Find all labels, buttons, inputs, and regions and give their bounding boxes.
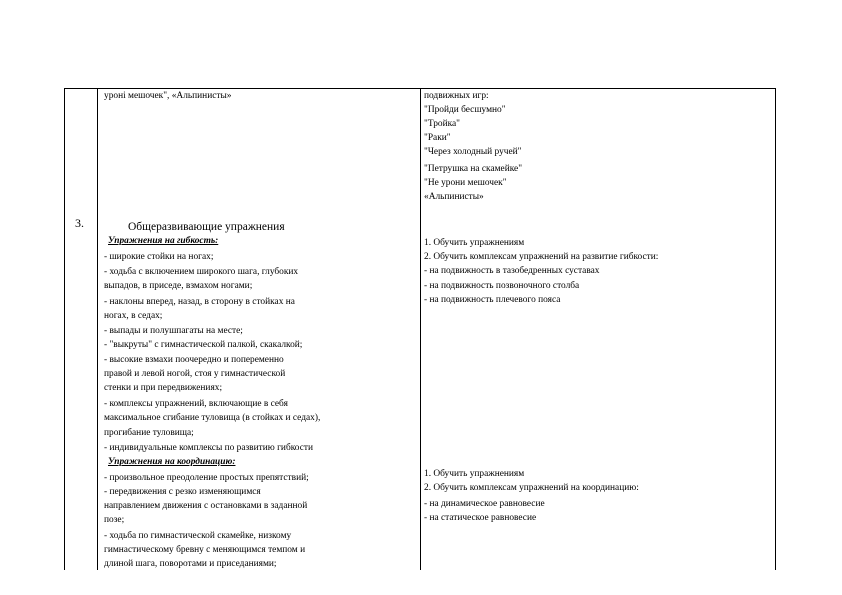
flexibility-line: максимальное сгибание туловища (в стойках и седах), bbox=[104, 413, 321, 423]
games-line: «Альпинисты» bbox=[424, 192, 484, 202]
row-number: 3. bbox=[75, 216, 84, 230]
coordination-line: - ходьба по гимнастической скамейке, низкому bbox=[104, 531, 292, 541]
flexibility-line: - высокие взмахи поочередно и попеременно bbox=[104, 355, 284, 365]
column-divider-1 bbox=[97, 88, 98, 570]
games-line: "Пройди бесшумно" bbox=[424, 105, 506, 115]
flexibility-line: - выпады и полушпагаты на месте; bbox=[104, 326, 243, 336]
games-line: "Через холодный ручей" bbox=[424, 147, 522, 157]
flexibility-goal-line: - на подвижность в тазобедренных суставах bbox=[424, 266, 600, 276]
flexibility-line: выпадов, в приседе, взмахом ногами; bbox=[104, 281, 253, 291]
coordination-line: длиной шага, поворотами и приседаниями; bbox=[104, 559, 277, 569]
coordination-goal-line: 2. Обучить комплексам упражнений на координацию: bbox=[424, 483, 639, 493]
coordination-line: - произвольное преодоление простых препятствий; bbox=[104, 473, 309, 483]
coordination-line: гимнастическому бревну с меняющимся темпом и bbox=[104, 545, 306, 555]
flexibility-line: прогибание туловища; bbox=[104, 428, 194, 438]
flexibility-line: правой и левой ногой, стоя у гимнастической bbox=[104, 369, 286, 379]
coordination-goal-line: 1. Обучить упражнениям bbox=[424, 469, 525, 479]
flexibility-line: - широкие стойки на ногах; bbox=[104, 252, 214, 262]
column-divider-2 bbox=[420, 88, 421, 570]
flexibility-line: ногах, в седах; bbox=[104, 311, 163, 321]
table-left-border bbox=[64, 88, 65, 570]
games-line: "Не урони мешочек" bbox=[424, 178, 507, 188]
flexibility-line: - комплексы упражнений, включающие в себя bbox=[104, 399, 288, 409]
flexibility-line: - ходьба с включением широкого шага, глубоких bbox=[104, 267, 299, 277]
flexibility-line: - индивидуальные комплексы по развитию гибкости bbox=[104, 443, 313, 453]
games-line: "Петрушка на скамейке" bbox=[424, 164, 523, 174]
table-right-border bbox=[775, 88, 776, 570]
flexibility-goal-line: 2. Обучить комплексам упражнений на развитие гибкости: bbox=[424, 252, 659, 262]
coordination-goal-line: - на динамическое равновесие bbox=[424, 499, 545, 509]
flexibility-subtitle: Упражнения на гибкость: bbox=[108, 236, 219, 246]
coordination-goal-line: - на статическое равновесие bbox=[424, 513, 537, 523]
flexibility-goal-line: - на подвижность плечевого пояса bbox=[424, 295, 561, 305]
coordination-subtitle: Упражнения на координацию: bbox=[108, 457, 236, 467]
flexibility-line: - наклоны вперед, назад, в сторону в стойках на bbox=[104, 297, 295, 307]
flexibility-goal-line: 1. Обучить упражнениям bbox=[424, 238, 525, 248]
games-line: "Раки" bbox=[424, 133, 451, 143]
top-left-text: уроні мешочек", «Альпинисты» bbox=[104, 91, 232, 101]
coordination-line: - передвижения с резко изменяющимся bbox=[104, 487, 261, 497]
section-title: Общеразвивающие упражнения bbox=[128, 221, 285, 233]
coordination-line: направлением движения с остановками в заданной bbox=[104, 501, 308, 511]
coordination-line: позе; bbox=[104, 515, 125, 525]
flexibility-line: стенки и при передвижениях; bbox=[104, 383, 223, 393]
games-line: "Тройка" bbox=[424, 119, 460, 129]
games-line: подвижных игр: bbox=[424, 91, 489, 101]
flexibility-goal-line: - на подвижность позвоночного столба bbox=[424, 281, 580, 291]
flexibility-line: - "выкруты" с гимнастической палкой, скакалкой; bbox=[104, 340, 303, 350]
